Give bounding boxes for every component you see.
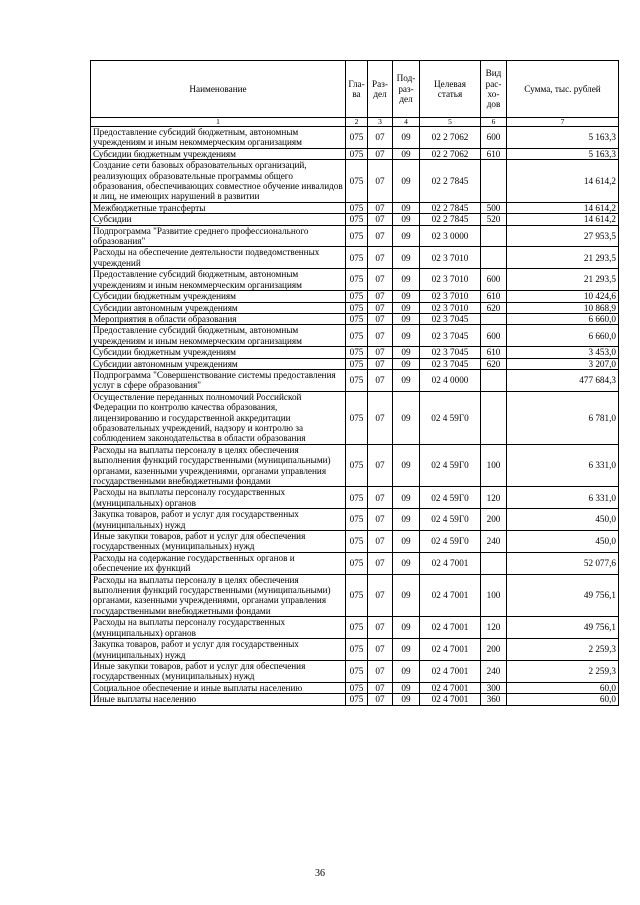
- cell-razdel: 07: [368, 269, 393, 291]
- budget-table: [90, 60, 619, 706]
- cell-razdel: 07: [368, 509, 393, 531]
- cell-sum: 10 424,6: [507, 291, 619, 302]
- cell-vid: 200: [481, 509, 507, 531]
- cell-glava: 075: [346, 160, 368, 203]
- cell-sum: 2 259,3: [507, 639, 619, 661]
- cell-name: Подпрограмма "Совершенствование системы предоставления услуг в сфере образования": [91, 369, 346, 391]
- cell-vid: [481, 225, 507, 247]
- cell-razdel: 07: [368, 347, 393, 358]
- cell-name: Расходы на выплаты персоналу государственных (муниципальных) органов: [91, 487, 346, 509]
- cell-sum: 5 163,3: [507, 148, 619, 159]
- cell-razdel: 07: [368, 694, 393, 705]
- cell-podrazdel: 09: [393, 531, 420, 553]
- table-row: [91, 127, 619, 149]
- cell-glava: 075: [346, 682, 368, 693]
- cell-sum: 60,0: [507, 682, 619, 693]
- cell-target: 02 3 7045: [420, 313, 481, 324]
- cell-name: Межбюджетные трансферты: [91, 202, 346, 213]
- cell-vid: 360: [481, 694, 507, 705]
- cell-target: 02 4 59Г0: [420, 391, 481, 444]
- cell-vid: 600: [481, 325, 507, 347]
- table-row: [91, 369, 619, 391]
- cell-name: Расходы на обеспечение деятельности подведомственных учреждений: [91, 247, 346, 269]
- table-row: [91, 617, 619, 639]
- cell-sum: 6 660,0: [507, 313, 619, 324]
- cell-sum: 6 781,0: [507, 391, 619, 444]
- cell-razdel: 07: [368, 617, 393, 639]
- cell-name: Создание сети базовых образовательных организаций, реализующих образовательные программы общего образования, обеспечивающих совместное обучение инвалидов и лиц, не имеющих нарушений в развитии: [91, 160, 346, 203]
- cell-target: 02 3 7010: [420, 247, 481, 269]
- cell-razdel: 07: [368, 358, 393, 369]
- cell-podrazdel: 09: [393, 247, 420, 269]
- column-number-row: [91, 118, 619, 127]
- table-row: [91, 444, 619, 487]
- cell-target: 02 3 0000: [420, 225, 481, 247]
- table-row: [91, 660, 619, 682]
- page-number: 36: [315, 868, 325, 879]
- table-row: [91, 347, 619, 358]
- cell-sum: 60,0: [507, 694, 619, 705]
- cell-glava: 075: [346, 127, 368, 149]
- cell-target: 02 4 0000: [420, 369, 481, 391]
- col-number: 5: [420, 118, 481, 127]
- cell-vid: 300: [481, 682, 507, 693]
- col-number: 6: [481, 118, 507, 127]
- cell-podrazdel: 09: [393, 160, 420, 203]
- cell-sum: 2 259,3: [507, 660, 619, 682]
- cell-glava: 075: [346, 313, 368, 324]
- cell-vid: 600: [481, 269, 507, 291]
- cell-name: Предоставление субсидий бюджетным, автономным учреждениям и иным некоммерческим организациям: [91, 325, 346, 347]
- cell-vid: [481, 247, 507, 269]
- cell-target: 02 3 7010: [420, 291, 481, 302]
- cell-glava: 075: [346, 487, 368, 509]
- cell-podrazdel: 09: [393, 639, 420, 661]
- cell-glava: 075: [346, 214, 368, 225]
- cell-name: Подпрограмма "Развитие среднего профессионального образования": [91, 225, 346, 247]
- cell-sum: 477 684,3: [507, 369, 619, 391]
- table-row: [91, 682, 619, 693]
- cell-razdel: 07: [368, 391, 393, 444]
- table-row: [91, 247, 619, 269]
- cell-vid: 240: [481, 531, 507, 553]
- cell-podrazdel: 09: [393, 269, 420, 291]
- cell-glava: 075: [346, 509, 368, 531]
- cell-sum: 14 614,2: [507, 214, 619, 225]
- cell-glava: 075: [346, 694, 368, 705]
- table-row: [91, 552, 619, 574]
- cell-target: 02 4 59Г0: [420, 487, 481, 509]
- cell-glava: 075: [346, 291, 368, 302]
- cell-razdel: 07: [368, 552, 393, 574]
- cell-glava: 075: [346, 369, 368, 391]
- cell-target: 02 4 59Г0: [420, 509, 481, 531]
- cell-razdel: 07: [368, 369, 393, 391]
- cell-sum: 49 756,1: [507, 617, 619, 639]
- cell-razdel: 07: [368, 325, 393, 347]
- cell-vid: 620: [481, 358, 507, 369]
- cell-vid: 610: [481, 148, 507, 159]
- cell-sum: 14 614,2: [507, 202, 619, 213]
- table-row: [91, 214, 619, 225]
- cell-podrazdel: 09: [393, 444, 420, 487]
- cell-podrazdel: 09: [393, 313, 420, 324]
- cell-name: Закупка товаров, работ и услуг для государственных (муниципальных) нужд: [91, 639, 346, 661]
- cell-podrazdel: 09: [393, 347, 420, 358]
- cell-razdel: 07: [368, 225, 393, 247]
- cell-podrazdel: 09: [393, 358, 420, 369]
- cell-podrazdel: 09: [393, 225, 420, 247]
- cell-razdel: 07: [368, 574, 393, 617]
- col-number: 2: [346, 118, 368, 127]
- cell-target: 02 2 7845: [420, 214, 481, 225]
- cell-sum: 10 868,9: [507, 302, 619, 313]
- cell-sum: 450,0: [507, 509, 619, 531]
- cell-podrazdel: 09: [393, 369, 420, 391]
- cell-vid: 240: [481, 660, 507, 682]
- table-row: [91, 202, 619, 213]
- cell-target: 02 3 7045: [420, 347, 481, 358]
- cell-name: Предоставление субсидий бюджетным, автономным учреждениям и иным некоммерческим организациям: [91, 127, 346, 149]
- cell-glava: 075: [346, 325, 368, 347]
- cell-name: Расходы на содержание государственных органов и обеспечение их функций: [91, 552, 346, 574]
- col-number: 3: [368, 118, 393, 127]
- cell-glava: 075: [346, 660, 368, 682]
- cell-vid: [481, 160, 507, 203]
- cell-razdel: 07: [368, 160, 393, 203]
- cell-sum: 49 756,1: [507, 574, 619, 617]
- cell-glava: 075: [346, 552, 368, 574]
- cell-vid: 620: [481, 302, 507, 313]
- table-row: [91, 313, 619, 324]
- cell-razdel: 07: [368, 148, 393, 159]
- cell-glava: 075: [346, 225, 368, 247]
- cell-podrazdel: 09: [393, 148, 420, 159]
- cell-sum: 52 077,6: [507, 552, 619, 574]
- cell-podrazdel: 09: [393, 487, 420, 509]
- cell-sum: 21 293,5: [507, 247, 619, 269]
- cell-target: 02 2 7845: [420, 202, 481, 213]
- table-row: [91, 148, 619, 159]
- cell-sum: 3 453,0: [507, 347, 619, 358]
- cell-razdel: 07: [368, 302, 393, 313]
- col-number: 4: [393, 118, 420, 127]
- cell-razdel: 07: [368, 247, 393, 269]
- cell-podrazdel: 09: [393, 325, 420, 347]
- cell-sum: 27 953,5: [507, 225, 619, 247]
- cell-vid: 520: [481, 214, 507, 225]
- cell-name: Субсидии бюджетным учреждениям: [91, 291, 346, 302]
- col-number: 7: [507, 118, 619, 127]
- cell-podrazdel: 09: [393, 552, 420, 574]
- header-razdel: Раз-дел: [368, 61, 393, 118]
- table-row: [91, 358, 619, 369]
- cell-vid: [481, 369, 507, 391]
- cell-glava: 075: [346, 247, 368, 269]
- header-name: Наименование: [91, 61, 346, 118]
- table-row: [91, 225, 619, 247]
- cell-name: Осуществление переданных полномочий Российской Федерации по контролю качества образования, лицензированию и государственной аккредитации образовательных учреждений, надзору и контролю за соблюдением законодательства в области образования: [91, 391, 346, 444]
- cell-podrazdel: 09: [393, 214, 420, 225]
- cell-name: Иные закупки товаров, работ и услуг для обеспечения государственных (муниципальных) нужд: [91, 660, 346, 682]
- cell-podrazdel: 09: [393, 302, 420, 313]
- cell-glava: 075: [346, 269, 368, 291]
- cell-razdel: 07: [368, 531, 393, 553]
- table-row: [91, 269, 619, 291]
- cell-razdel: 07: [368, 444, 393, 487]
- cell-target: 02 4 7001: [420, 574, 481, 617]
- cell-razdel: 07: [368, 660, 393, 682]
- cell-target: 02 3 7010: [420, 302, 481, 313]
- document-page: [90, 60, 618, 706]
- header-sum: Сумма, тыс. рублей: [507, 61, 619, 118]
- cell-razdel: 07: [368, 202, 393, 213]
- cell-target: 02 4 59Г0: [420, 531, 481, 553]
- cell-sum: 3 207,0: [507, 358, 619, 369]
- cell-podrazdel: 09: [393, 694, 420, 705]
- cell-razdel: 07: [368, 639, 393, 661]
- header-glava: Гла-ва: [346, 61, 368, 118]
- cell-target: 02 2 7845: [420, 160, 481, 203]
- cell-sum: 5 163,3: [507, 127, 619, 149]
- cell-sum: 14 614,2: [507, 160, 619, 203]
- header-podrazdel: Под-раз-дел: [393, 61, 420, 118]
- cell-glava: 075: [346, 302, 368, 313]
- cell-target: 02 4 7001: [420, 552, 481, 574]
- cell-vid: 200: [481, 639, 507, 661]
- cell-podrazdel: 09: [393, 617, 420, 639]
- cell-razdel: 07: [368, 214, 393, 225]
- cell-glava: 075: [346, 347, 368, 358]
- cell-glava: 075: [346, 148, 368, 159]
- cell-target: 02 2 7062: [420, 148, 481, 159]
- table-row: [91, 694, 619, 705]
- cell-name: Социальное обеспечение и иные выплаты населению: [91, 682, 346, 693]
- cell-target: 02 4 7001: [420, 694, 481, 705]
- cell-target: 02 3 7010: [420, 269, 481, 291]
- cell-name: Закупка товаров, работ и услуг для государственных (муниципальных) нужд: [91, 509, 346, 531]
- cell-podrazdel: 09: [393, 509, 420, 531]
- table-row: [91, 574, 619, 617]
- cell-name: Субсидии автономным учреждениям: [91, 302, 346, 313]
- cell-glava: 075: [346, 617, 368, 639]
- cell-vid: 120: [481, 487, 507, 509]
- cell-name: Субсидии бюджетным учреждениям: [91, 148, 346, 159]
- cell-podrazdel: 09: [393, 391, 420, 444]
- cell-name: Расходы на выплаты персоналу в целях обеспечения выполнения функций государственными (муниципальными) органами, казенными учреждениями, органами управления государственными внебюджетными фондами: [91, 574, 346, 617]
- cell-vid: [481, 313, 507, 324]
- cell-razdel: 07: [368, 127, 393, 149]
- cell-vid: 120: [481, 617, 507, 639]
- cell-name: Субсидии автономным учреждениям: [91, 358, 346, 369]
- table-row: [91, 325, 619, 347]
- table-row: [91, 639, 619, 661]
- cell-sum: 21 293,5: [507, 269, 619, 291]
- table-row: [91, 487, 619, 509]
- cell-name: Субсидии бюджетным учреждениям: [91, 347, 346, 358]
- header-vid: Вид рас-хо-дов: [481, 61, 507, 118]
- cell-vid: [481, 552, 507, 574]
- cell-podrazdel: 09: [393, 660, 420, 682]
- cell-target: 02 4 59Г0: [420, 444, 481, 487]
- table-row: [91, 291, 619, 302]
- cell-target: 02 3 7045: [420, 325, 481, 347]
- cell-glava: 075: [346, 639, 368, 661]
- cell-podrazdel: 09: [393, 127, 420, 149]
- cell-name: Иные закупки товаров, работ и услуг для обеспечения государственных (муниципальных) нужд: [91, 531, 346, 553]
- cell-target: 02 2 7062: [420, 127, 481, 149]
- cell-target: 02 4 7001: [420, 660, 481, 682]
- cell-vid: 600: [481, 127, 507, 149]
- cell-podrazdel: 09: [393, 202, 420, 213]
- cell-name: Предоставление субсидий бюджетным, автономным учреждениям и иным некоммерческим организациям: [91, 269, 346, 291]
- table-row: [91, 160, 619, 203]
- table-row: [91, 531, 619, 553]
- cell-razdel: 07: [368, 682, 393, 693]
- cell-razdel: 07: [368, 291, 393, 302]
- cell-podrazdel: 09: [393, 291, 420, 302]
- cell-glava: 075: [346, 391, 368, 444]
- cell-sum: 6 331,0: [507, 487, 619, 509]
- cell-target: 02 3 7045: [420, 358, 481, 369]
- cell-podrazdel: 09: [393, 574, 420, 617]
- table-row: [91, 302, 619, 313]
- cell-name: Расходы на выплаты персоналу государственных (муниципальных) органов: [91, 617, 346, 639]
- cell-sum: 6 660,0: [507, 325, 619, 347]
- header-target: Целевая статья: [420, 61, 481, 118]
- cell-glava: 075: [346, 202, 368, 213]
- cell-vid: 100: [481, 574, 507, 617]
- table-row: [91, 509, 619, 531]
- table-row: [91, 391, 619, 444]
- cell-sum: 6 331,0: [507, 444, 619, 487]
- cell-vid: 610: [481, 291, 507, 302]
- cell-podrazdel: 09: [393, 682, 420, 693]
- cell-target: 02 4 7001: [420, 682, 481, 693]
- cell-name: Мероприятия в области образования: [91, 313, 346, 324]
- cell-razdel: 07: [368, 313, 393, 324]
- table-header-row: [91, 61, 619, 118]
- col-number: 1: [91, 118, 346, 127]
- cell-sum: 450,0: [507, 531, 619, 553]
- cell-razdel: 07: [368, 487, 393, 509]
- cell-name: Субсидии: [91, 214, 346, 225]
- cell-glava: 075: [346, 574, 368, 617]
- cell-vid: 100: [481, 444, 507, 487]
- cell-target: 02 4 7001: [420, 617, 481, 639]
- cell-name: Расходы на выплаты персоналу в целях обеспечения выполнения функций государственными (муниципальными) органами, казенными учреждениями, органами управления государственными внебюджетными фондами: [91, 444, 346, 487]
- cell-glava: 075: [346, 358, 368, 369]
- cell-glava: 075: [346, 444, 368, 487]
- cell-vid: [481, 391, 507, 444]
- cell-vid: 610: [481, 347, 507, 358]
- cell-vid: 500: [481, 202, 507, 213]
- cell-name: Иные выплаты населению: [91, 694, 346, 705]
- cell-glava: 075: [346, 531, 368, 553]
- cell-target: 02 4 7001: [420, 639, 481, 661]
